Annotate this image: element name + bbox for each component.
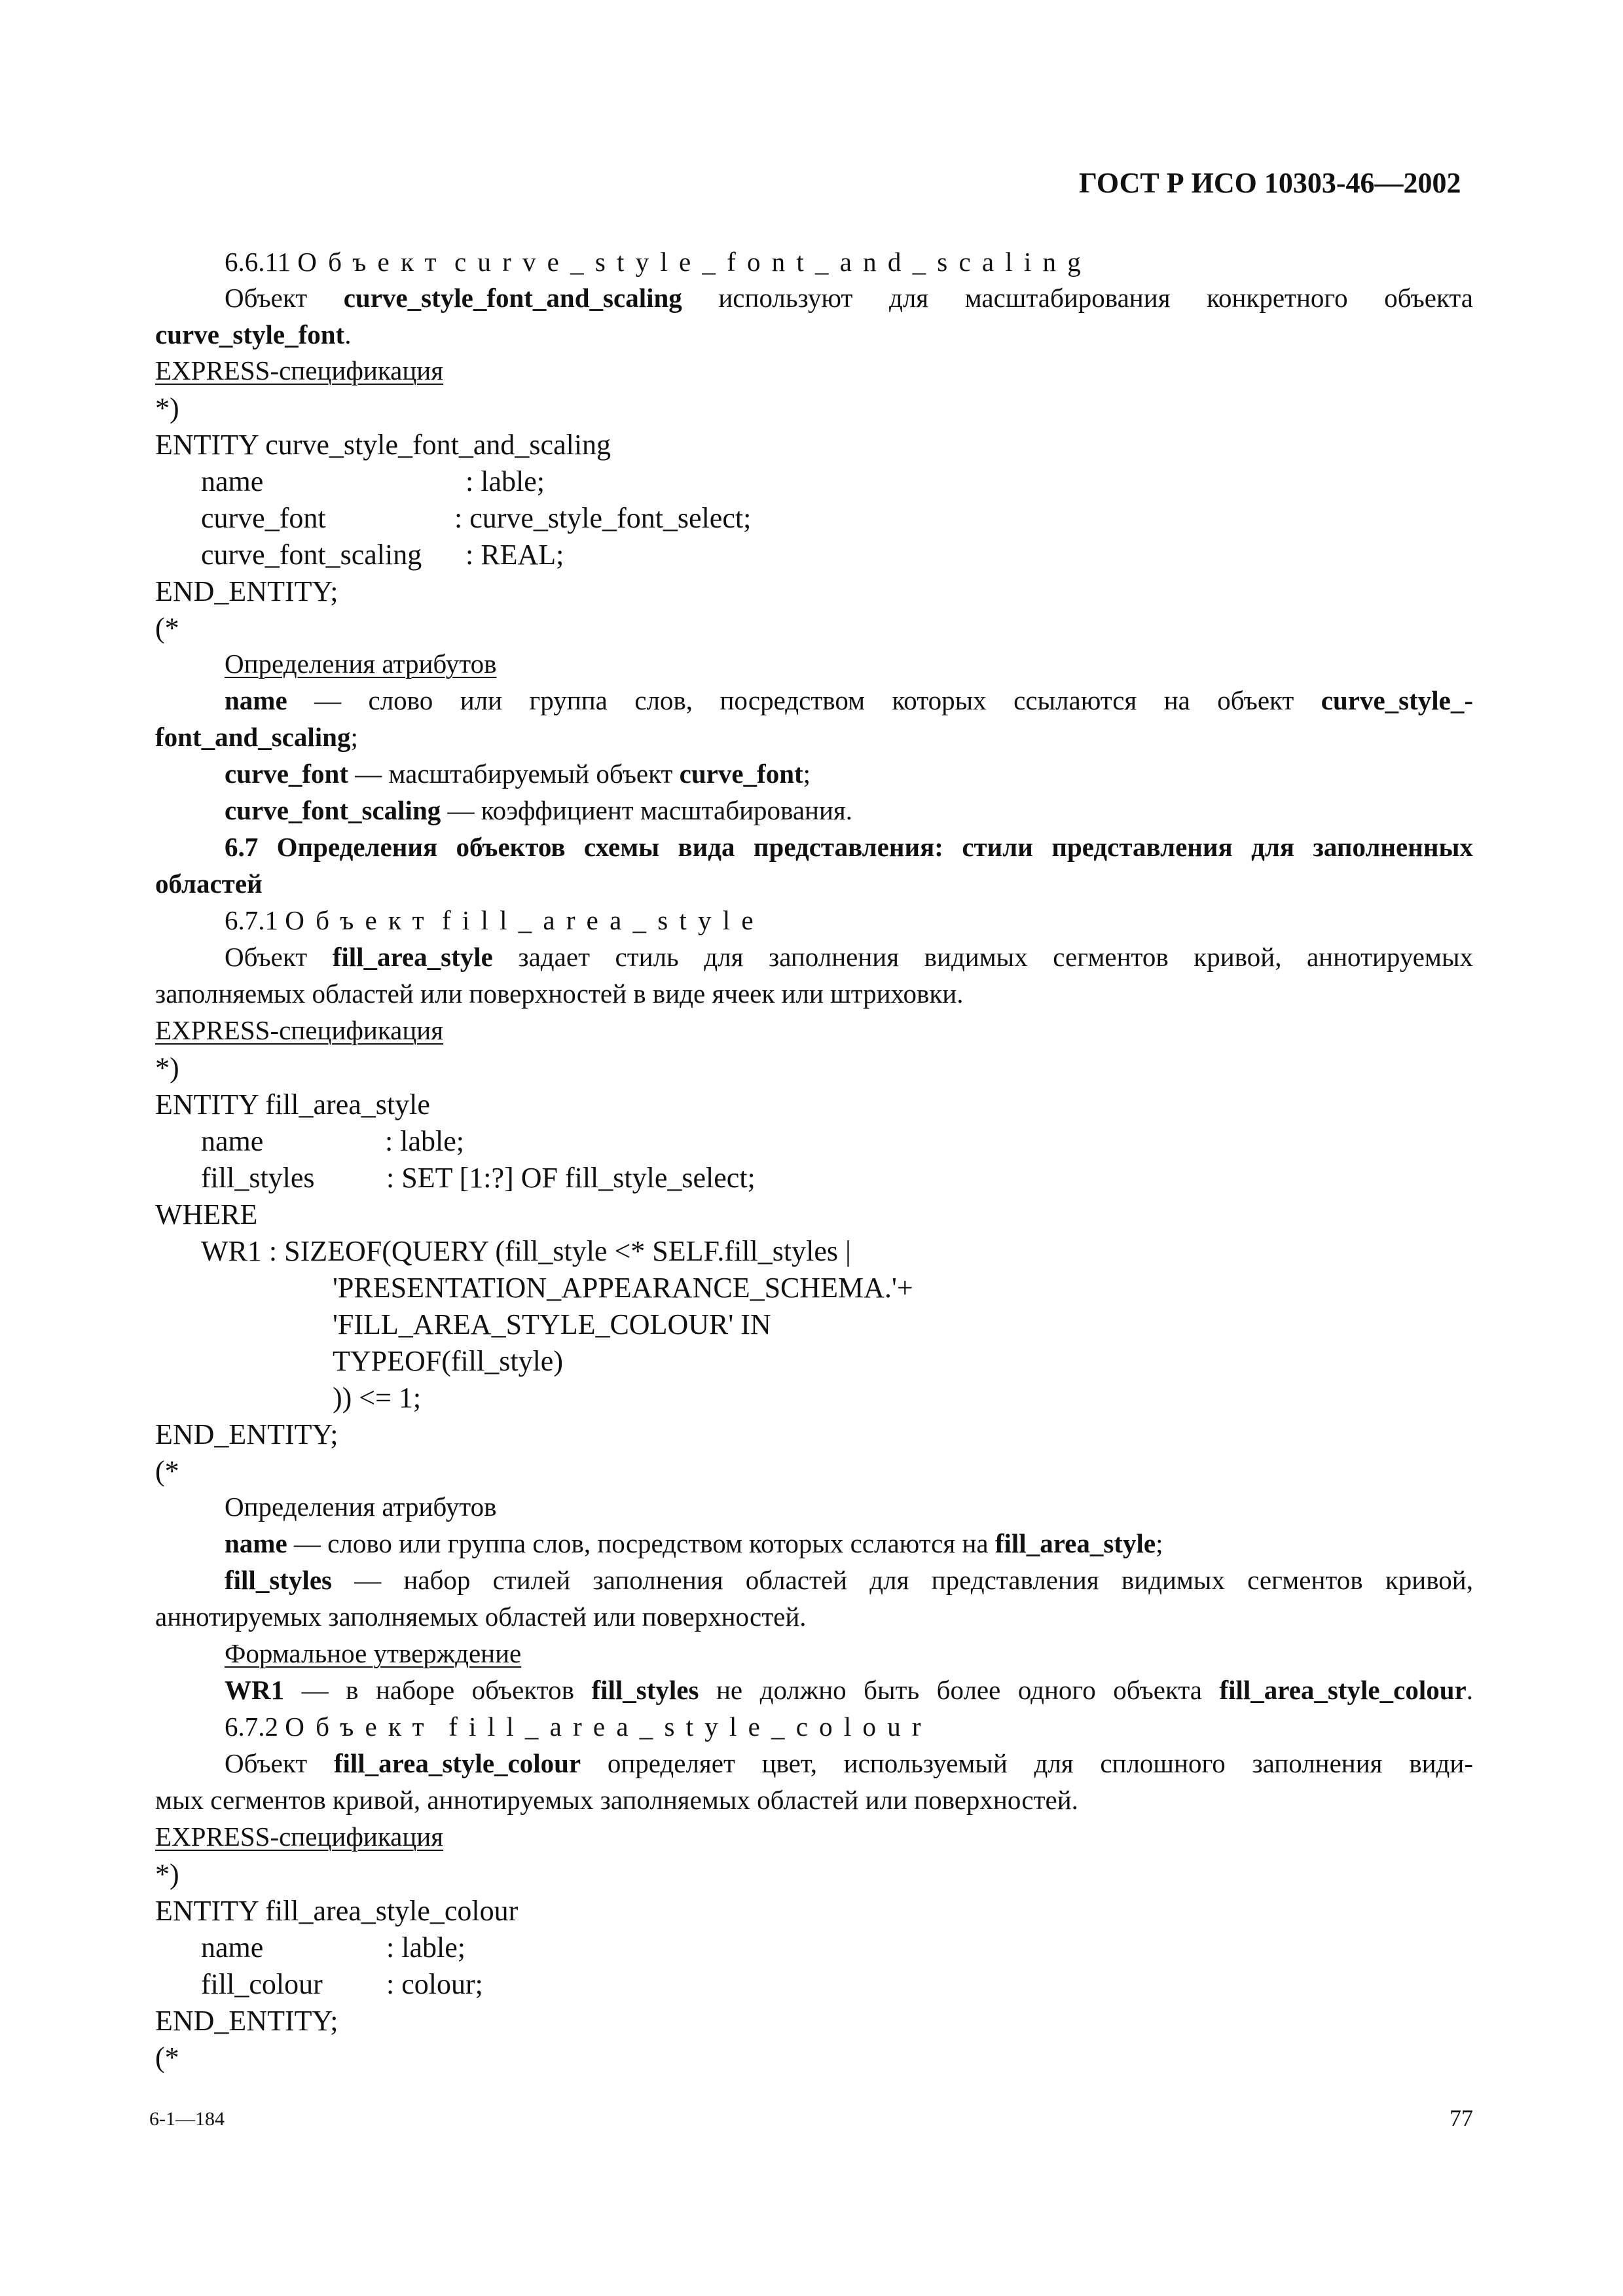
code-close: (*	[155, 1455, 179, 1487]
code-close: (*	[155, 2041, 179, 2073]
code-attr-type: : SET [1:?] OF fill_style_select;	[386, 1162, 756, 1194]
section-number: 6.6.11	[225, 247, 291, 277]
formal-label: Формальное утверждение	[225, 1638, 522, 1668]
code-rule-line: WR1 : SIZEOF(QUERY (fill_style <* SELF.fill_styles |	[201, 1235, 851, 1267]
term: curve_font_scaling	[225, 795, 441, 825]
definition	[225, 1530, 1163, 1557]
section-entity: curve_style_font_and_scaling	[454, 247, 1092, 277]
term: curve_style_-	[1321, 685, 1473, 715]
code-attr-type: : lable;	[465, 465, 545, 497]
section-word: Объект	[297, 247, 448, 277]
text: — слово или группа слов, посредством которых ссылаются на объект	[287, 685, 1321, 715]
code-attr-name: name	[201, 465, 264, 497]
section-6-7-title-cont: областей	[155, 869, 263, 899]
section-number: 6.7.1	[225, 905, 278, 935]
section-6-7-title: 6.7 Определения объектов схемы вида представления: стили представления для заполненных	[225, 832, 1473, 862]
paragraph-cont	[155, 321, 351, 348]
term: fill_area_style_colour	[1219, 1675, 1467, 1705]
text: ;	[350, 722, 358, 752]
code-attr-name: name	[201, 1125, 264, 1157]
text: задает стиль для заполнения видимых сегментов кривой, аннотируемых	[492, 942, 1473, 972]
code-attr-type: : curve_style_font_select;	[454, 502, 752, 534]
code-attr-name: fill_styles	[201, 1162, 315, 1194]
term: curve_font	[225, 759, 349, 789]
text: — слово или группа слов, посредством которых сслаются на	[287, 1528, 995, 1558]
definition	[225, 1567, 1473, 1594]
text: — набор стилей заполнения областей для представления видимых сегментов кривой,	[331, 1565, 1473, 1595]
section-6-7-1-title	[225, 907, 765, 934]
text: используют для масштабирования конкретного объекта	[682, 283, 1473, 313]
express-label: EXPRESS-спецификация	[155, 355, 444, 386]
code-rule-line: TYPEOF(fill_style)	[333, 1345, 563, 1377]
code-attr-type: : colour;	[386, 1968, 483, 2000]
formal-statement	[225, 1677, 1473, 1704]
text: ;	[803, 759, 811, 789]
section-entity: fill_area_style	[441, 905, 765, 935]
code-open: *)	[155, 392, 179, 424]
text: ;	[1156, 1528, 1163, 1558]
code-rule-line: 'FILL_AREA_STYLE_COLOUR' IN	[333, 1308, 771, 1340]
section-6-7-2-title	[225, 1713, 932, 1740]
text: .	[1466, 1675, 1473, 1705]
definition	[225, 797, 852, 824]
text: — в наборе объектов	[284, 1675, 592, 1705]
code-entity: ENTITY curve_style_font_and_scaling	[155, 429, 611, 461]
text: Объект	[225, 1748, 334, 1778]
express-label: EXPRESS-спецификация	[155, 1821, 444, 1852]
text: Объект	[225, 942, 333, 972]
code-attr-name: fill_colour	[201, 1968, 323, 2000]
paragraph-cont: мых сегментов кривой, аннотируемых заполняемых областей или поверхностей.	[155, 1785, 1078, 1815]
code-attr-name: curve_font	[201, 502, 326, 534]
paragraph	[225, 944, 1473, 971]
text: .	[344, 319, 352, 350]
footer-code: 6-1—184	[149, 2108, 225, 2130]
paragraph-cont: заполняемых областей или поверхностей в виде ячеек или штриховки.	[155, 978, 964, 1009]
term: fill_area_style	[994, 1528, 1156, 1558]
text: не должно быть более одного объекта	[699, 1675, 1220, 1705]
code-rule-line: )) <= 1;	[333, 1382, 422, 1414]
code-entity: ENTITY fill_area_style	[155, 1088, 430, 1121]
code-end: END_ENTITY;	[155, 1418, 338, 1450]
text: Объект	[225, 283, 344, 313]
text: определяет цвет, используемый для сплошного заполнения види-	[581, 1748, 1473, 1778]
code-open: *)	[155, 1858, 179, 1890]
standard-header: ГОСТ Р ИСО 10303-46—2002	[1079, 167, 1461, 199]
term: curve_font	[679, 759, 803, 789]
definitions-label: Определения атрибутов	[225, 649, 497, 679]
term: curve_style_font	[155, 319, 345, 350]
text: — коэффициент масштабирования.	[441, 795, 853, 825]
code-attr-type: : lable;	[385, 1125, 464, 1157]
code-attr-name: name	[201, 1931, 264, 1964]
code-entity: ENTITY fill_area_style_colour	[155, 1895, 519, 1927]
section-entity: fill_area_style_colour	[448, 1712, 932, 1742]
code-attr-type: : lable;	[386, 1931, 465, 1964]
definition	[225, 687, 1473, 714]
term: fill_area_style	[332, 942, 493, 972]
definition-cont	[155, 724, 358, 751]
code-end: END_ENTITY;	[155, 2005, 338, 2037]
paragraph	[225, 285, 1473, 312]
section-word: Объект	[285, 1712, 435, 1742]
code-attr-name: curve_font_scaling	[201, 539, 422, 571]
express-label: EXPRESS-спецификация	[155, 1015, 444, 1045]
term: fill_styles	[225, 1565, 332, 1595]
text: — масштабируемый объект	[348, 759, 680, 789]
definition	[225, 761, 811, 787]
term: WR1	[225, 1675, 285, 1705]
section-number: 6.7.2	[225, 1712, 278, 1742]
code-rule-line: 'PRESENTATION_APPEARANCE_SCHEMA.'+	[333, 1272, 913, 1304]
term: fill_area_style_colour	[333, 1748, 581, 1778]
code-end: END_ENTITY;	[155, 575, 338, 607]
term: name	[225, 1528, 287, 1558]
definitions-label: Определения атрибутов	[225, 1492, 497, 1522]
code-attr-type: : REAL;	[465, 539, 564, 571]
term: fill_styles	[591, 1675, 699, 1705]
paragraph	[225, 1750, 1473, 1777]
code-open: *)	[155, 1052, 179, 1084]
definition-cont: аннотируемых заполняемых областей или поверхностей.	[155, 1602, 807, 1632]
page-number: 77	[1450, 2105, 1473, 2131]
code-where: WHERE	[155, 1198, 258, 1230]
section-word: Объект	[285, 905, 435, 935]
code-close: (*	[155, 612, 179, 644]
term: name	[225, 685, 287, 715]
section-6-6-11-title	[225, 249, 1092, 276]
term: curve_style_font_and_scaling	[343, 283, 682, 313]
term: font_and_scaling	[155, 722, 351, 752]
